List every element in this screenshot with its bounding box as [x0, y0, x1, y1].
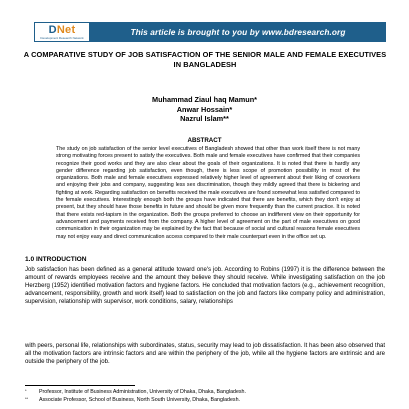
logo-word: Net: [56, 23, 76, 36]
footnote-text: Associate Professor, School of Business, North South University, Dhaka, Bangladesh.: [39, 397, 240, 404]
footnote-mark: **: [25, 396, 29, 402]
body-paragraph: Job satisfaction has been defined as a general attitude toward one's job. According to Robins (1997) it is the difference between the amount of rewards employees receive and the amount they believe they should receive. While investigating satisfaction on the job Herzberg (1952) identified motivation factors and hygiene factors. He concluded that motivation factors (e.g., achievement recognition, advancement, responsibility, growth and work itself) lead to satisfaction on the job and factors like company policy and administration, supervision, relationship with supervisor, work conditions, salary, relationships: [25, 267, 385, 306]
paper-title: A COMPARATIVE STUDY OF JOB SATISFACTION OF THE SENIOR MALE AND FEMALE EXECUTIVES IN BANGLADESH: [23, 50, 387, 69]
body-paragraph: with peers, personal life, relationships with subordinates, status, security may lead to job dissatisfaction. It has been also observed that all the motivation factors are intrinsic factors and are within the periphery of the job, while all the hygiene factors are extrinsic and are outside the periphery of the job.: [25, 343, 385, 366]
abstract-text: The study on job satisfaction of the senior level executives of Bangladesh showed that other than work itself there is not many strong motivating forces present to satisfy the executives. Both male and female executives have confirmed that their companies recognize their good works and they are also clear about the goals of their organizations. It is noted that there is hardly any gender difference regarding job satisfaction, even though, there is less scope of promotion possibility in most of the organizations. Both male and female executives expressed relatively higher level of agreement about their liking of coworkers and enjoying their jobs and company, suggesting less sex discrimination, though they mildly agreed that there is bickering and fighting at work. Regarding satisfaction on benefits received the male executives are found somewhat less satisfied compared to the female executives. Interestingly enough both the groups have indicated that there are benefits, which they don't enjoy at present, but they should have those benefits in future and should be given more frequently than the current practice. It is noted that there exists red-tapism in the organization. Both the groups preferred to choose an indifferent view on their opportunity for advancement and payments received from the company. A higher level of agreement on the part of male executives on good communication in their organization may be explained by the fact that because of social and cultural reasons female executives may not enjoy easy and direct communication access compared to their male counterpart even in the office set up.: [56, 146, 360, 240]
footnote-text: Professor, Institute of Business Administration, University of Dhaka, Dhaka, Bangladesh.: [39, 389, 246, 395]
footnote: [25, 396, 397, 404]
author-list: [0, 95, 409, 124]
logo-letter: D: [48, 23, 57, 36]
footnote-divider: [25, 385, 135, 386]
author-name: Muhammad Ziaul haq Mamun*: [151, 95, 257, 104]
footnotes: [25, 388, 397, 405]
abstract-heading: ABSTRACT: [187, 137, 222, 144]
footnote-mark: *: [25, 388, 27, 393]
author-name: Nazrul Islam**: [180, 114, 229, 123]
footnote: [25, 388, 397, 396]
bdresearch-logo[interactable]: [34, 22, 90, 42]
banner-link-text[interactable]: This article is brought to you by www.bdresearch.org: [130, 27, 346, 37]
author-name: Anwar Hossain*: [176, 104, 233, 114]
logo-text: [49, 25, 76, 36]
site-banner[interactable]: [34, 22, 386, 42]
section-heading: 1.0 INTRODUCTION: [25, 256, 87, 263]
logo-subtitle: Development Research Network: [40, 35, 84, 40]
